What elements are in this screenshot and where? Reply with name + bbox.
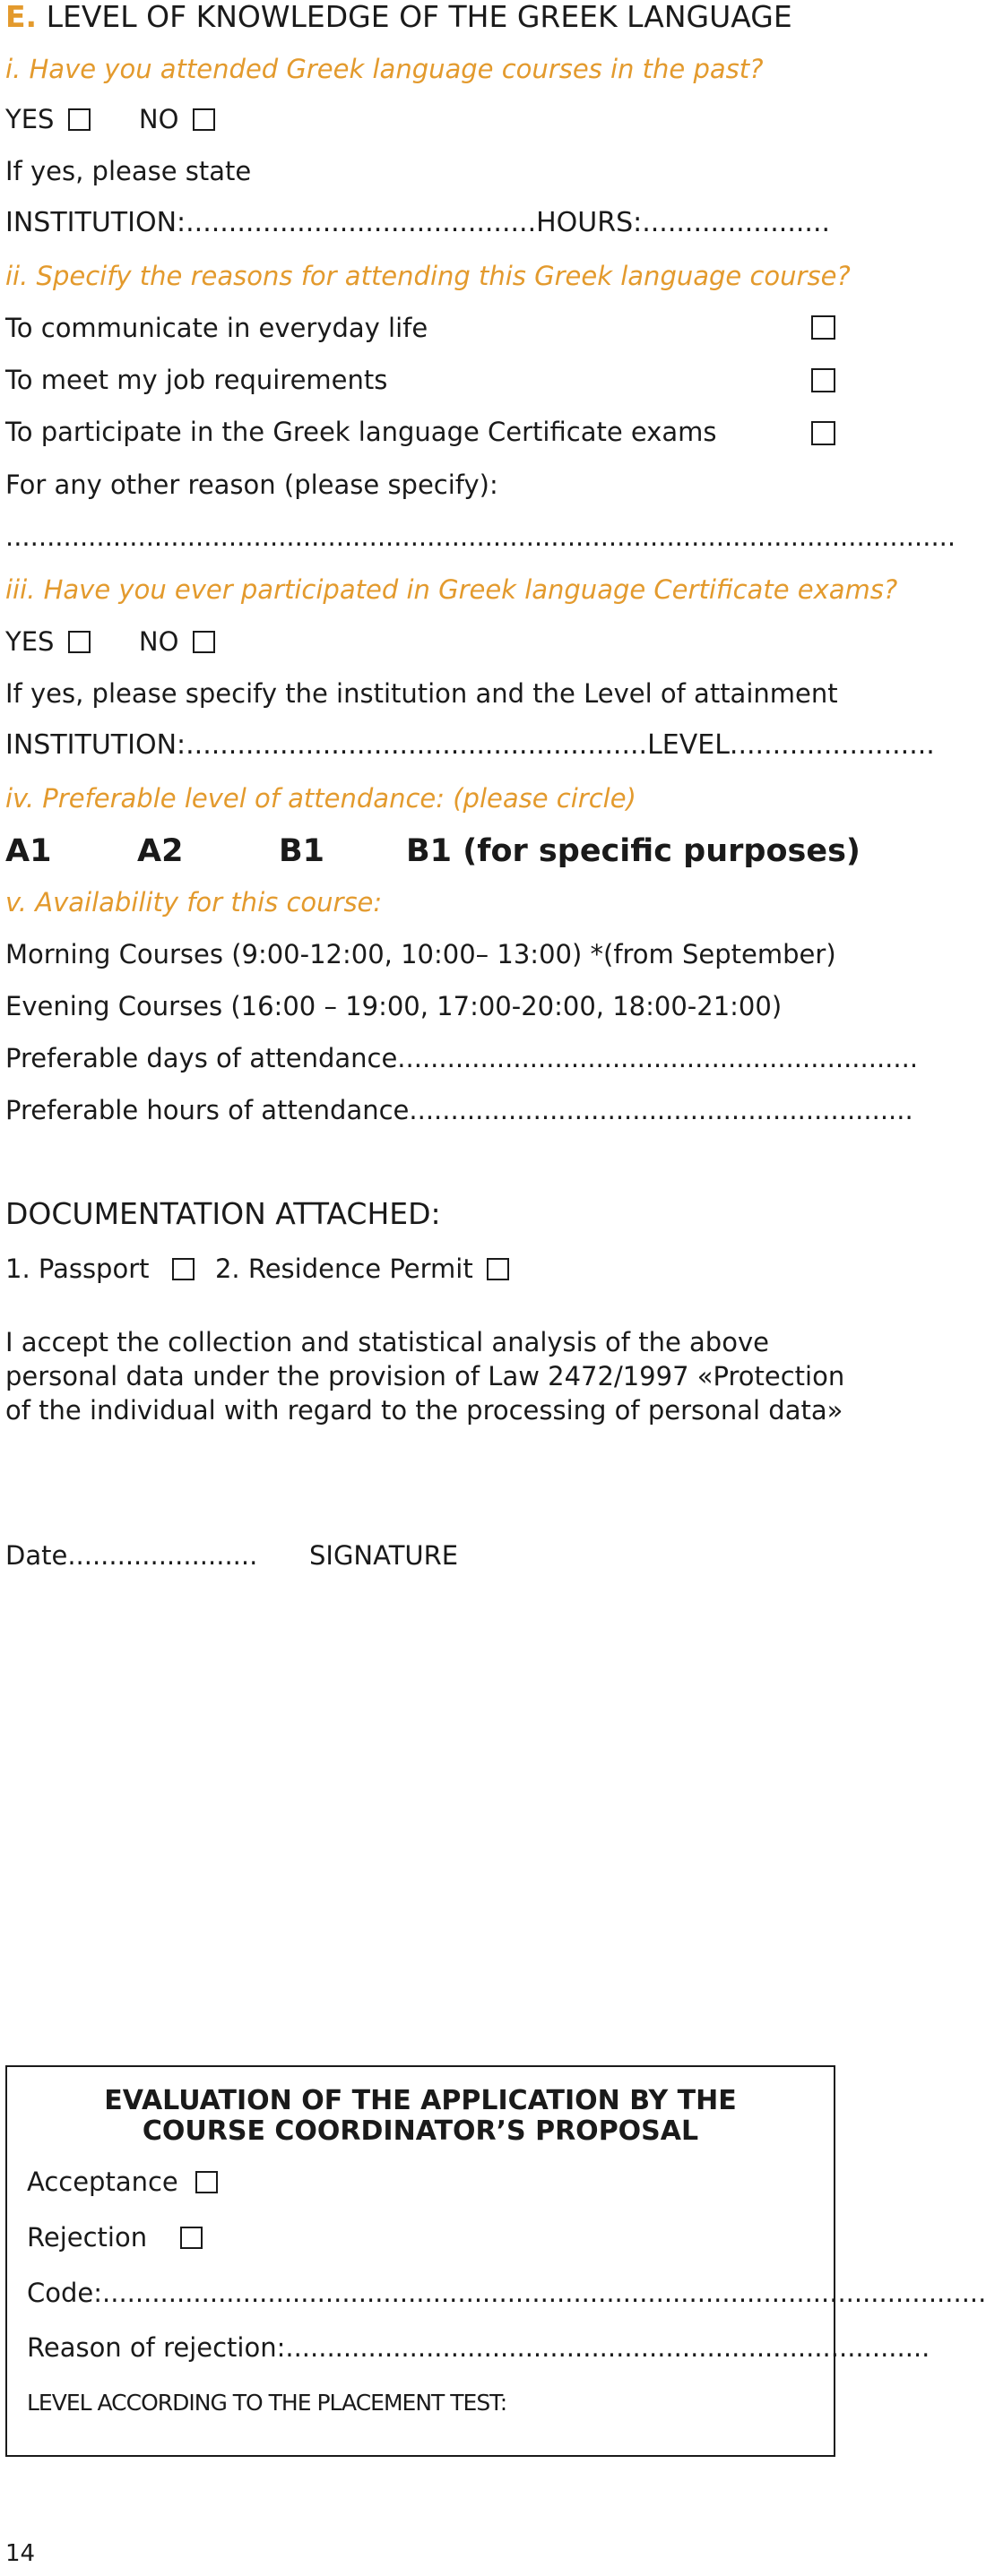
evaluation-title-2: COURSE COORDINATOR’S PROPOSAL — [142, 2115, 699, 2147]
availability-morning: Morning Courses (9:00-12:00, 10:00– 13:00) *(from September) — [5, 939, 836, 969]
level-a1[interactable]: A1 — [5, 833, 52, 869]
section-title: LEVEL OF KNOWLEDGE OF THE GREEK LANGUAGE — [46, 0, 792, 34]
rejection-label: Rejection — [27, 2222, 148, 2253]
q1-no-checkbox[interactable] — [193, 108, 215, 131]
page-number: 14 — [5, 2540, 36, 2567]
reason-other-field[interactable]: ................................................................................................................... — [5, 521, 956, 552]
section-letter: E. — [5, 0, 38, 34]
rejection-checkbox[interactable] — [180, 2227, 203, 2249]
evaluation-title-1: EVALUATION OF THE APPLICATION BY THE — [104, 2085, 737, 2116]
residence-permit-label: 2. Residence Permit — [214, 1254, 473, 1284]
code-field[interactable]: Code:........................................................................................................... — [27, 2278, 986, 2308]
acceptance-row — [27, 2165, 223, 2199]
reason-everyday-life-checkbox[interactable] — [811, 315, 835, 340]
acceptance-label: Acceptance — [27, 2167, 178, 2197]
q3-no-checkbox[interactable] — [193, 631, 215, 653]
question-1: i. Have you attended Greek language courses in the past? — [5, 54, 764, 84]
question-2: ii. Specify the reasons for attending this Greek language course? — [5, 261, 851, 291]
q3-if-yes: If yes, please specify the institution and the Level of attainment — [5, 678, 838, 709]
reason-other: For any other reason (please specify): — [5, 470, 498, 500]
level-b1-specific[interactable]: B1 (for specific purposes) — [406, 833, 861, 869]
reason-of-rejection-field[interactable]: Reason of rejection:.............................................................................. — [27, 2332, 930, 2363]
preferable-hours-field[interactable]: Preferable hours of attendance............................................................. — [5, 1095, 913, 1125]
q1-yes-no — [5, 102, 221, 136]
documentation-options — [5, 1252, 515, 1286]
level-b1[interactable]: B1 — [279, 833, 325, 869]
signature-label: SIGNATURE — [309, 1540, 459, 1571]
q3-no-label: NO — [138, 626, 179, 657]
reason-job-requirements: To meet my job requirements — [5, 365, 388, 395]
consent-line-1: I accept the collection and statistical analysis of the above — [5, 1327, 769, 1357]
q1-no-label: NO — [138, 104, 179, 134]
passport-checkbox[interactable] — [172, 1258, 195, 1280]
question-5: v. Availability for this course: — [5, 887, 383, 918]
q1-institution-hours-field[interactable]: INSTITUTION:.........................................HOURS:...................... — [5, 207, 831, 238]
residence-permit-checkbox[interactable] — [487, 1258, 509, 1280]
q1-if-yes: If yes, please state — [5, 156, 252, 186]
q3-institution-level-field[interactable]: INSTITUTION:......................................................LEVEL........................ — [5, 729, 935, 761]
availability-evening: Evening Courses (16:00 – 19:00, 17:00-20:00, 18:00-21:00) — [5, 991, 783, 1021]
reason-job-requirements-checkbox[interactable] — [811, 368, 835, 392]
evaluation-box — [5, 2065, 986, 2457]
passport-label: 1. Passport — [5, 1254, 150, 1284]
acceptance-checkbox[interactable] — [195, 2171, 218, 2193]
level-a2[interactable]: A2 — [137, 833, 184, 869]
reason-certificate-exams: To participate in the Greek language Certificate exams — [5, 417, 717, 447]
reason-everyday-life: To communicate in everyday life — [5, 313, 428, 343]
q3-yes-no — [5, 625, 221, 659]
q3-yes-checkbox[interactable] — [68, 631, 91, 653]
question-3: iii. Have you ever participated in Greek language Certificate exams? — [5, 574, 898, 605]
date-field[interactable]: Date....................... — [5, 1540, 258, 1571]
documentation-title: DOCUMENTATION ATTACHED: — [5, 1196, 441, 1231]
consent-line-2: personal data under the provision of Law 2472/1997 «Protection — [5, 1361, 845, 1391]
rejection-row — [27, 2220, 208, 2254]
section-heading — [5, 0, 792, 34]
question-4: iv. Preferable level of attendance: (please circle) — [5, 783, 636, 814]
q1-yes-checkbox[interactable] — [68, 108, 91, 131]
reason-certificate-exams-checkbox[interactable] — [811, 421, 835, 445]
placement-level-label: LEVEL ACCORDING TO THE PLACEMENT TEST: — [27, 2390, 507, 2416]
consent-line-3: of the individual with regard to the processing of personal data» — [5, 1395, 843, 1426]
q3-yes-label: YES — [5, 626, 55, 657]
q1-yes-label: YES — [5, 104, 55, 134]
preferable-days-field[interactable]: Preferable days of attendance............................................................... — [5, 1043, 919, 1073]
